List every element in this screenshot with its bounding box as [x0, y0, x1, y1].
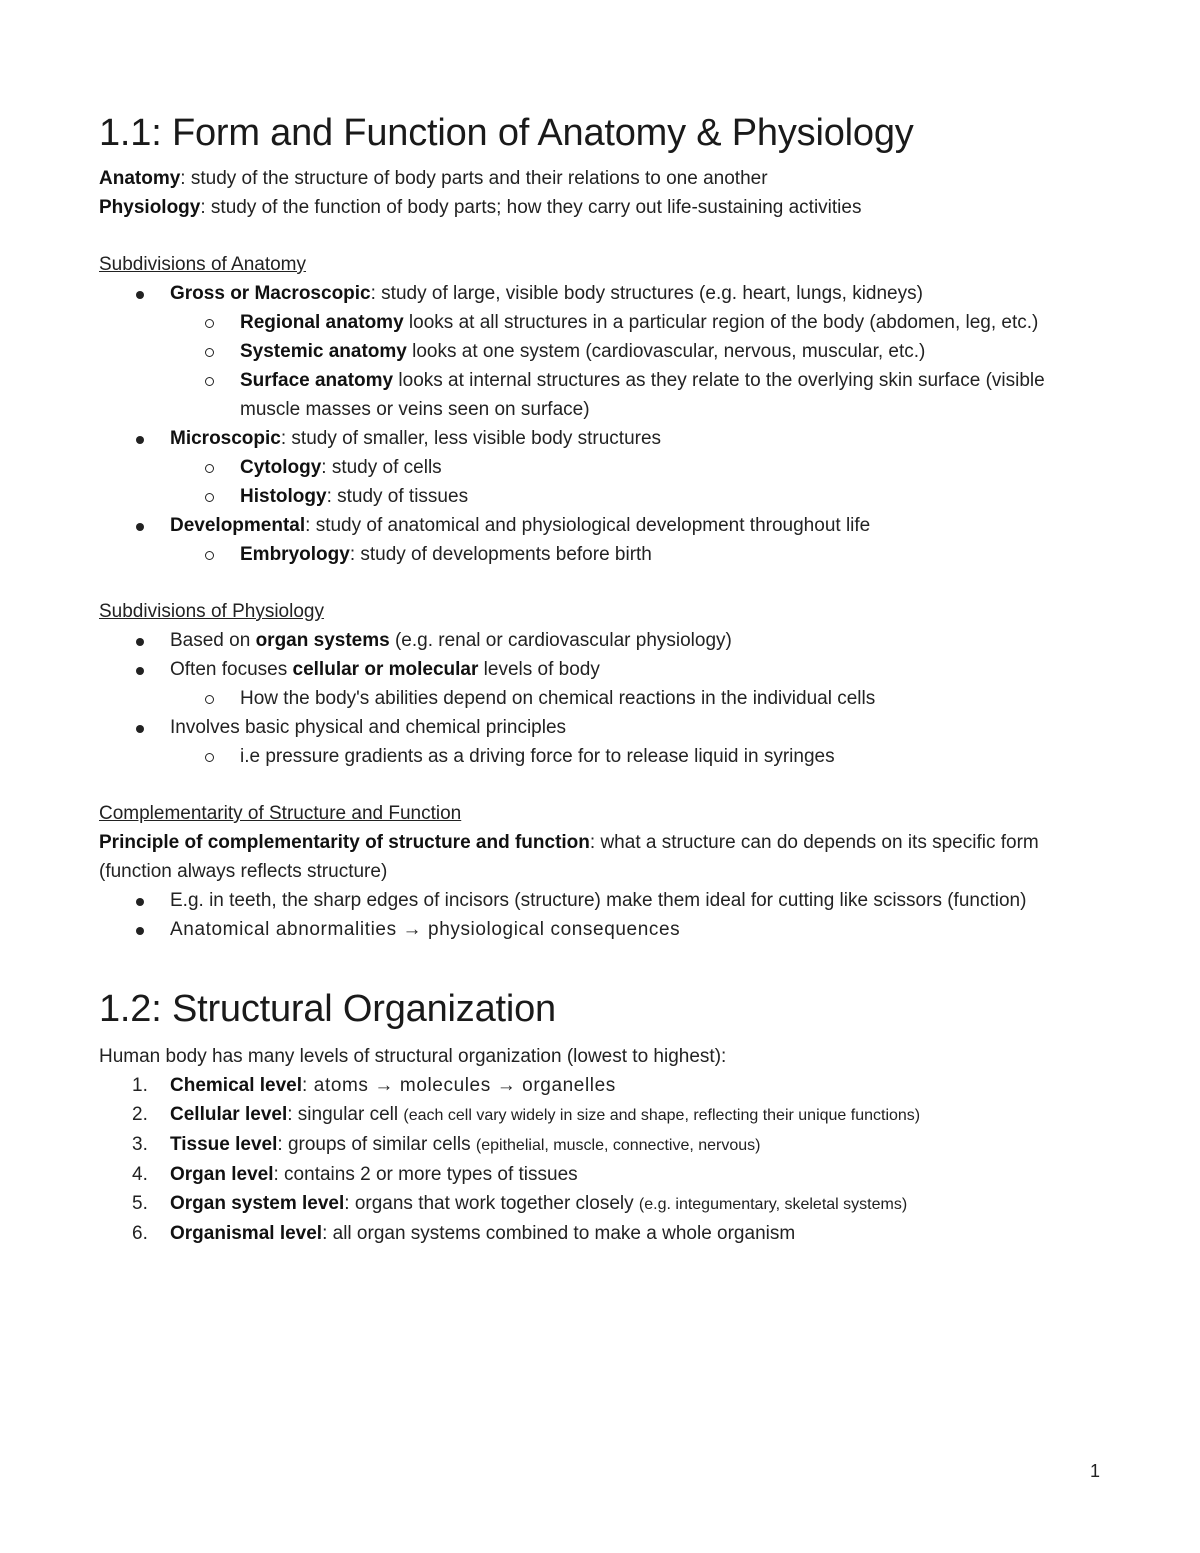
systemic-term: Systemic anatomy [240, 341, 407, 362]
level-term: Organ system level [170, 1193, 345, 1214]
level-def: : atoms → molecules → organelles [302, 1075, 616, 1096]
anatomy-subdivisions-list [99, 279, 1109, 569]
list-item [99, 540, 1109, 569]
circle-bullet-icon [205, 753, 214, 762]
bullet-icon [136, 436, 144, 444]
text: E.g. in teeth, the sharp edges of incisors (structure) make them ideal for cutting like scissors (function) [170, 890, 1027, 911]
physiology-definition [99, 193, 1109, 222]
list-item [99, 511, 1109, 540]
list-number: 3. [132, 1134, 148, 1155]
anatomy-definition [99, 164, 1109, 193]
anatomy-term: Anatomy [99, 168, 181, 189]
text: levels of body [478, 659, 600, 680]
list-item [99, 453, 1109, 482]
surface-def: looks at internal structures as they relate to the overlying skin surface (visible muscle masses or veins seen on surface) [240, 370, 1045, 420]
surface-term: Surface anatomy [240, 370, 394, 391]
list-item [99, 655, 1109, 684]
principle-paragraph [99, 828, 1109, 886]
levels-intro: Human body has many levels of structural organization (lowest to highest): [99, 1046, 727, 1067]
physiology-def: : study of the function of body parts; how they carry out life-sustaining activities [200, 197, 862, 218]
text: (e.g. renal or cardiovascular physiology) [389, 630, 732, 651]
systemic-def: looks at one system (cardiovascular, nervous, muscular, etc.) [406, 341, 926, 362]
level-term: Chemical level [170, 1075, 303, 1096]
complementarity-list [99, 886, 1109, 944]
dev-def: : study of anatomical and physiological development throughout life [305, 515, 871, 536]
level-term: Cellular level [170, 1104, 288, 1125]
page-number: 1 [1090, 1461, 1101, 1481]
list-item [99, 626, 1109, 655]
embryology-term: Embryology [240, 544, 350, 565]
list-item [99, 366, 1109, 424]
circle-bullet-icon [205, 319, 214, 328]
text: Anatomical abnormalities → physiological consequences [170, 919, 681, 940]
level-item [99, 1071, 1109, 1100]
list-item [99, 424, 1109, 453]
text: Often focuses [170, 659, 293, 680]
level-term: Organ level [170, 1164, 274, 1185]
regional-def: looks at all structures in a particular region of the body (abdomen, leg, etc.) [403, 312, 1039, 333]
circle-bullet-icon [205, 464, 214, 473]
cytology-def: : study of cells [321, 457, 442, 478]
histology-term: Histology [240, 486, 327, 507]
anatomy-def: : study of the structure of body parts and their relations to one another [180, 168, 768, 189]
list-item [99, 915, 1109, 944]
circle-bullet-icon [205, 348, 214, 357]
subdivisions-physiology-heading: Subdivisions of Physiology [99, 601, 324, 622]
document-page [99, 108, 1109, 1248]
bullet-icon [136, 667, 144, 675]
level-term: Organismal level [170, 1223, 323, 1244]
circle-bullet-icon [205, 377, 214, 386]
bullet-icon [136, 898, 144, 906]
circle-bullet-icon [205, 695, 214, 704]
section-title-1-1: 1.1: Form and Function of Anatomy & Physiology [99, 112, 914, 154]
section-title-1-2: 1.2: Structural Organization [99, 988, 556, 1030]
gross-term: Gross or Macroscopic [170, 283, 371, 304]
micro-def: : study of smaller, less visible body structures [280, 428, 662, 449]
level-term: Tissue level [170, 1134, 278, 1155]
level-item [99, 1189, 1109, 1219]
level-item [99, 1219, 1109, 1248]
list-item [99, 337, 1109, 366]
level-def: : groups of similar cells [277, 1134, 476, 1155]
complementarity-heading: Complementarity of Structure and Function [99, 803, 462, 824]
level-item [99, 1160, 1109, 1189]
level-def: : singular cell [287, 1104, 404, 1125]
level-note: (e.g. integumentary, skeletal systems) [638, 1196, 908, 1213]
list-item [99, 482, 1109, 511]
level-def: : contains 2 or more types of tissues [273, 1164, 578, 1185]
micro-term: Microscopic [170, 428, 281, 449]
list-number: 5. [132, 1193, 148, 1214]
text: i.e pressure gradients as a driving force for to release liquid in syringes [240, 746, 835, 767]
level-def: : all organ systems combined to make a whole organism [322, 1223, 796, 1244]
list-item [99, 886, 1109, 915]
list-item [99, 713, 1109, 742]
level-note: (each cell vary widely in size and shape, reflecting their unique functions) [403, 1107, 921, 1124]
list-number: 1. [132, 1075, 148, 1096]
principle-def: : what a structure can do depends on its specific form (function always reflects structure) [99, 832, 1039, 882]
definitions [99, 164, 1109, 222]
bullet-icon [136, 927, 144, 935]
bullet-icon [136, 725, 144, 733]
regional-term: Regional anatomy [240, 312, 404, 333]
text: How the body's abilities depend on chemical reactions in the individual cells [240, 688, 876, 709]
levels-list [99, 1071, 1109, 1248]
bullet-icon [136, 523, 144, 531]
level-note: (epithelial, muscle, connective, nervous) [475, 1137, 761, 1154]
list-item [99, 684, 1109, 713]
circle-bullet-icon [205, 493, 214, 502]
list-number: 2. [132, 1104, 148, 1125]
embryology-def: : study of developments before birth [349, 544, 652, 565]
physiology-term: Physiology [99, 197, 201, 218]
text: Based on [170, 630, 256, 651]
list-item [99, 308, 1109, 337]
bold-text: cellular or molecular [292, 659, 479, 680]
bold-text: organ systems [255, 630, 390, 651]
histology-def: : study of tissues [326, 486, 469, 507]
bullet-icon [136, 291, 144, 299]
level-def: : organs that work together closely [344, 1193, 639, 1214]
cytology-term: Cytology [240, 457, 322, 478]
level-item [99, 1100, 1109, 1130]
principle-term: Principle of complementarity of structure and function [99, 832, 590, 853]
physiology-subdivisions-list [99, 626, 1109, 771]
subdivisions-anatomy-heading: Subdivisions of Anatomy [99, 254, 307, 275]
list-item [99, 742, 1109, 771]
text: Involves basic physical and chemical principles [170, 717, 567, 738]
list-number: 6. [132, 1223, 148, 1244]
bullet-icon [136, 638, 144, 646]
gross-def: : study of large, visible body structures (e.g. heart, lungs, kidneys) [370, 283, 923, 304]
list-item [99, 279, 1109, 308]
level-item [99, 1130, 1109, 1160]
dev-term: Developmental [170, 515, 306, 536]
list-number: 4. [132, 1164, 148, 1185]
circle-bullet-icon [205, 551, 214, 560]
